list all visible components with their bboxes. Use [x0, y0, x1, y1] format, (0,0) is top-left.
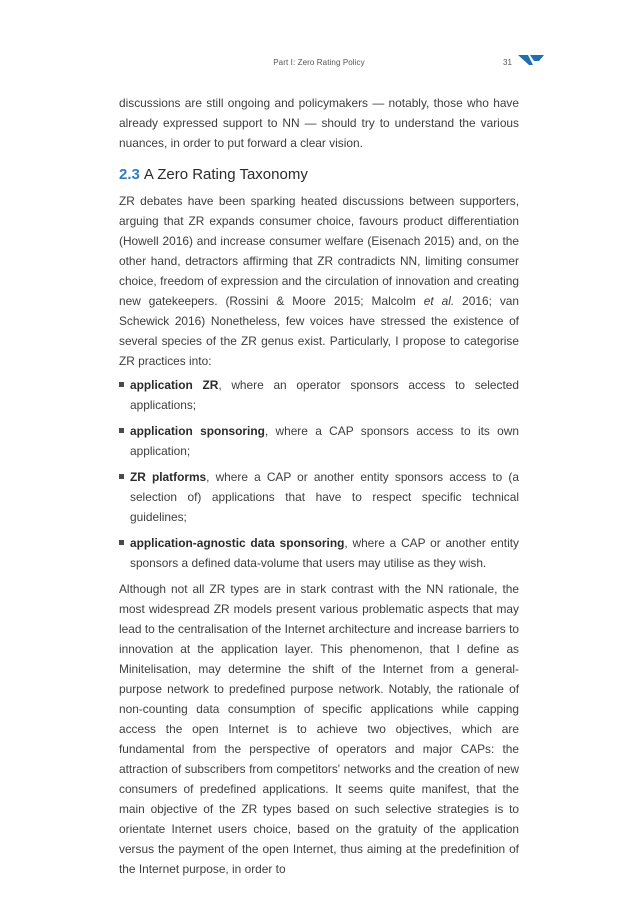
list-item-description: , where a CAP or another entity sponsors access to (a selection of) applications that have to respect specific technical guidelines;	[130, 470, 519, 524]
list-item	[119, 533, 519, 573]
running-head: Part I: Zero Rating Policy	[273, 58, 365, 67]
list-item-term: ZR platforms	[130, 470, 207, 484]
section-title: A Zero Rating Taxonomy	[143, 166, 308, 183]
section-number: 2.3	[119, 166, 140, 183]
list-item-term: application ZR	[130, 378, 219, 392]
publisher-logo-icon	[518, 54, 544, 66]
intro-paragraph: discussions are still ongoing and policymakers — notably, those who have already expressed support to NN — should try to understand the various nuances, in order to put forward a clear vision.	[119, 96, 519, 150]
square-bullet-icon	[119, 474, 124, 479]
list-item-description: , where a CAP or another entity sponsors a defined data-volume that users may utilise as they wish.	[130, 536, 519, 570]
list-item-description: , where a CAP sponsors access to its own application;	[130, 424, 519, 458]
list-item	[119, 467, 519, 527]
paragraph-text-part: 2016; van Schewick 2016) Nonetheless, few voices have stressed the existence of several species of the ZR genus exist. Particularly, I propose to categorise ZR practices into:	[119, 294, 519, 368]
zr-types-list	[119, 375, 519, 573]
list-item	[119, 375, 519, 415]
list-item-term: application-agnostic data sponsoring	[130, 536, 345, 550]
italic-citation: et al.	[423, 294, 455, 308]
paragraph-text-part: ZR debates have been sparking heated discussions between supporters, arguing that ZR expands consumer choice, favours product differentiation (Howell 2016) and increase consumer welfare (Eisenach 2015) and, on the other hand, detractors affirming that ZR contradicts NN, limiting consumer choice, freedom of expression and the circulation of innovation and creating new gatekeepers. (Rossini & Moore 2015; Malcolm	[119, 194, 519, 308]
minitelisation-paragraph: Although not all ZR types are in stark contrast with the NN rationale, the most widespread ZR models present various problematic aspects that may lead to the centralisation of the Internet architecture and increase barriers to innovation at the application layer. This phenomenon, that I define as Minitelisation, may determine the shift of the Internet from a general-purpose network to predefined purpose network. Notably, the rationale of non-counting data consumption of specific applications while capping access the open Internet is to achieve two objectives, which are fundamental from the perspective of operators and major CAPs: the attraction of subscribers from competitors' networks and the creation of new consumers of predefined applications. It seems quite manifest, that the main objective of the ZR types based on such selective strategies is to orientate Internet users choice, based on the gratuity of the application versus the payment of the open Internet, thus aiming at the predefinition of the Internet purpose, in order to	[119, 582, 519, 876]
list-item-description: , where an operator sponsors access to selected applications;	[130, 378, 519, 412]
page-number: 31	[503, 58, 512, 67]
page-body	[119, 93, 519, 879]
square-bullet-icon	[119, 382, 124, 387]
square-bullet-icon	[119, 540, 124, 545]
section-heading	[119, 165, 519, 185]
square-bullet-icon	[119, 428, 124, 433]
list-item	[119, 421, 519, 461]
taxonomy-intro-paragraph	[119, 191, 519, 371]
list-item-term: application sponsoring	[130, 424, 265, 438]
